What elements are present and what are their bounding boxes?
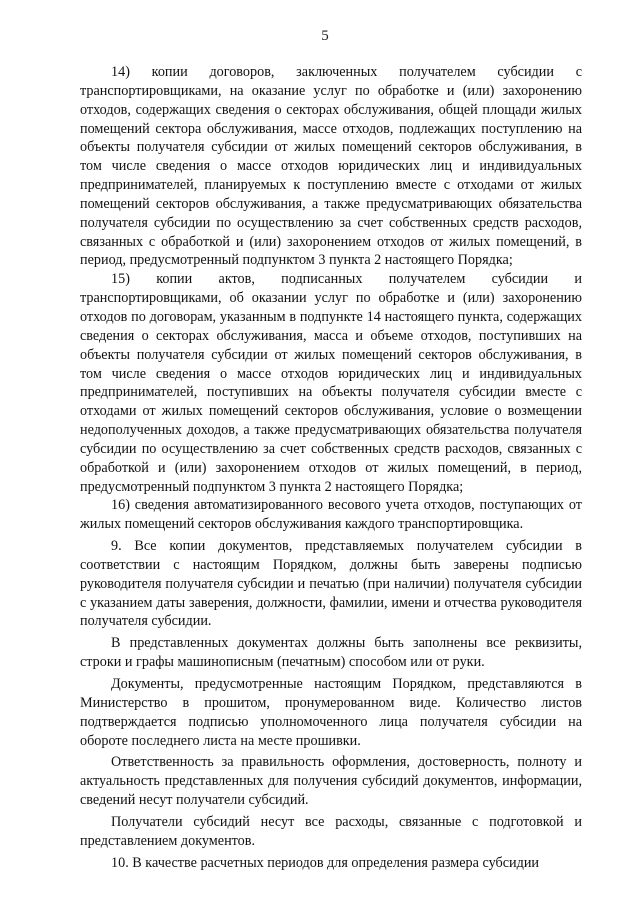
- document-body: [80, 63, 582, 872]
- paragraph-item-14: 14) копии договоров, заключенных получателем субсидии с транспортировщиками, на оказание услуг по обработке и (или) захоронению отходов, содержащих сведения о секторах обслуживания, общей площади жилых помещений сектора обслуживания, массе отходов, подлежащих поступлению на объекты получателя субсидии от жилых помещений секторов обслуживания, в том числе сведения о массе отходов юридических лиц и индивидуальных предпринимателей, планируемых к поступлению вместе с отходами от жилых помещений секторов обслуживания, а также предусматривающих обязательства получателя субсидии по осуществлению за счет собственных средств расходов, связанных с обработкой и (или) захоронением отходов от жилых помещений, в период, предусмотренный подпунктом 3 пункта 2 настоящего Порядка;: [80, 64, 582, 269]
- paragraph-requisites: В представленных документах должны быть заполнены все реквизиты, строки и графы машинописным (печатным) способом или от руки.: [80, 635, 582, 671]
- paragraph-responsibility: Ответственность за правильность оформления, достоверность, полноту и актуальность представленных для получения субсидий документов, информации, сведений несут получатели субсидий.: [80, 754, 582, 809]
- paragraph-section-10: 10. В качестве расчетных периодов для определения размера субсидии: [111, 854, 540, 871]
- paragraph-item-16: 16) сведения автоматизированного весового учета отходов, поступающих от жилых помещений секторов обслуживания каждого транспортировщика.: [80, 497, 582, 533]
- paragraph-item-15: 15) копии актов, подписанных получателем субсидии и транспортировщиками, об оказании услуг по обработке и (или) захоронению отходов по договорам, указанным в подпункте 14 настоящего пункта, содержащих сведения о секторах обслуживания, масса и объеме отходов, поступивших на объекты получателя субсидии от жилых помещений секторов обслуживания, в том числе сведения о массе отходов юридических лиц и индивидуальных предпринимателей, поступивших на объекты получателя субсидии вместе с отходами от жилых помещений секторов обслуживания, условие о возмещении недополученных доходов, а также предусматривающих обязательства получателя субсидии по осуществлению за счет собственных средств расходов, связанных с обработкой и (или) захоронением отходов от жилых помещений, в период, предусмотренный подпунктом 3 пункта 2 настоящего Порядка;: [80, 271, 582, 495]
- page-number: 5: [321, 28, 329, 44]
- paragraph-expenses: Получатели субсидий несут все расходы, связанные с подготовкой и представлением документов.: [80, 813, 582, 849]
- paragraph-section-9: 9. Все копии документов, представляемых получателем субсидии в соответствии с настоящим Порядком, должны быть заверены подписью руководителя получателя субсидии и печатью (при наличии) получателя субсидии с указанием даты заверения, должности, фамилии, имени и отчества руководителя получателя субсидии.: [80, 538, 582, 630]
- paragraph-binding: Документы, предусмотренные настоящим Порядком, представляются в Министерство в прошитом, пронумерованном виде. Количество листов подтверждается подписью уполномоченного лица получателя субсидии на обороте последнего листа на месте прошивки.: [80, 676, 582, 749]
